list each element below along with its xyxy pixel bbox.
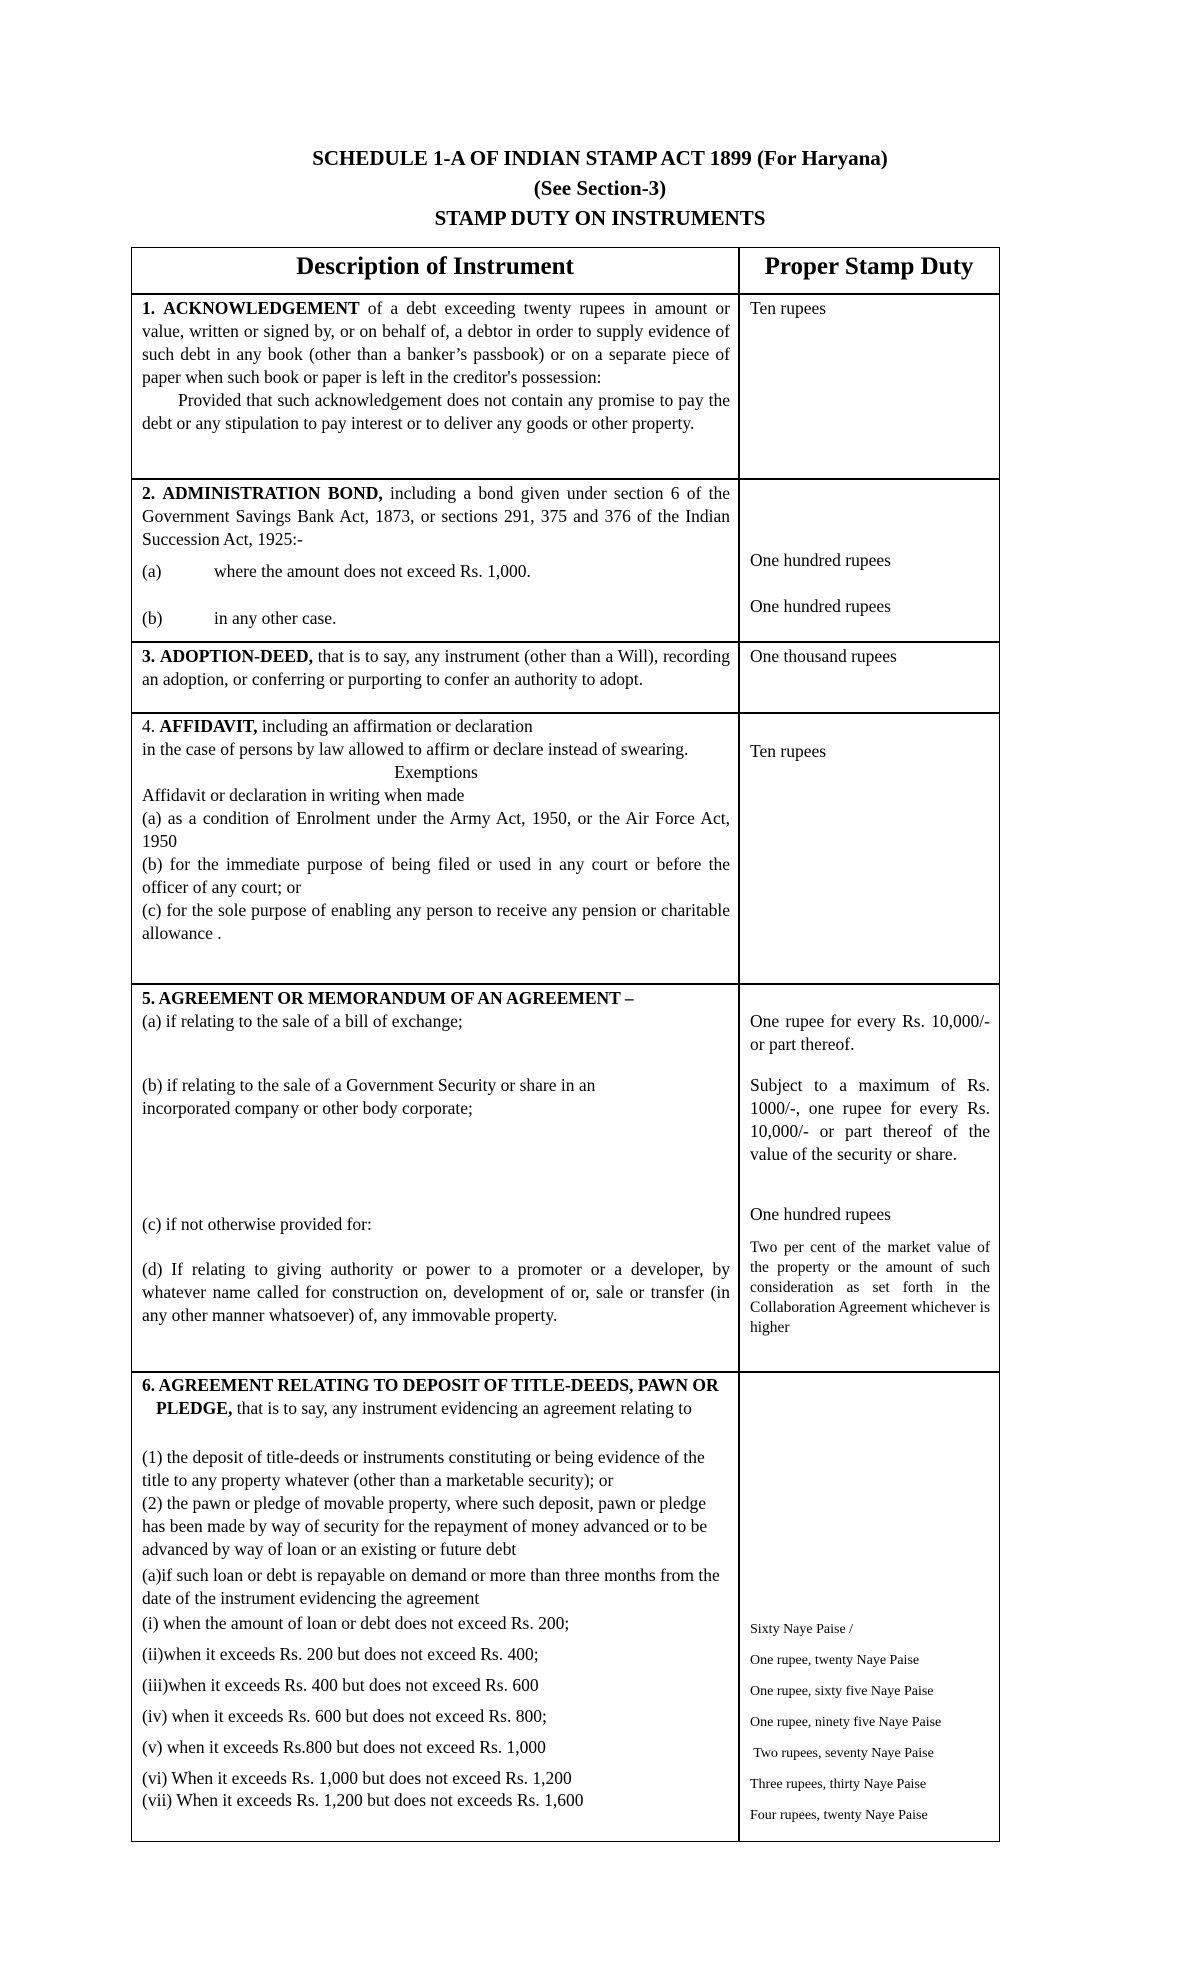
entry-text: of a debt exceeding twenty rupees in amount or value, written or signed by, or on behalf of, a debtor in order to supply evidence of such debt in any book (other than a banker’s passbook) or on a separate piece of paper when such book or paper is left in the creditor's possession:: [142, 298, 730, 387]
deposit-clause-1: (1) the deposit of title-deeds or instruments constituting or being evidence of the title to any property whatever (other than a marketable security); or: [142, 1447, 705, 1490]
duty-clause-a: One hundred rupees: [750, 550, 891, 570]
row-adoption-deed: [142, 645, 730, 691]
clause-a: [142, 560, 730, 583]
entry-heading: ADOPTION-DEED,: [159, 646, 313, 666]
row-divider: [132, 293, 999, 295]
agreement-clause-b: (b) if relating to the sale of a Government Security or share in an incorporated company or other body corporate;: [142, 1075, 596, 1118]
exemption-a: (a) as a condition of Enrolment under the Army Act, 1950, or the Air Force Act, 1950: [142, 808, 730, 851]
row-divider: [132, 1371, 999, 1373]
exemption-b: (b) for the immediate purpose of being filed or used in any court or before the officer of any court; or: [142, 854, 730, 897]
entry-heading: ADMINISTRATION BOND,: [162, 483, 383, 503]
table-heading: STAMP DUTY ON INSTRUMENTS: [434, 206, 766, 230]
entry-text: that is to say, any instrument evidencing an agreement relating to: [232, 1398, 692, 1418]
duty-adoption-deed: One thousand rupees: [750, 646, 897, 666]
duty-agreement-c: One hundred rupees: [750, 1204, 891, 1224]
row-divider: [132, 478, 999, 480]
agreement-clause-a: (a) if relating to the sale of a bill of exchange;: [142, 1011, 463, 1031]
row-divider: [132, 712, 999, 714]
deposit-duty: One rupee, sixty five Naye Paise: [750, 1684, 934, 1699]
duty-agreement-d: Two per cent of the market value of the property or the amount of such consideration as set forth in the Collaboration Agreement whichever is higher: [750, 1239, 990, 1336]
entry-proviso: Provided that such acknowledgement does not contain any promise to pay the debt or any stipulation to pay interest or to deliver any goods or other property.: [142, 390, 730, 433]
exemptions-intro: Affidavit or declaration in writing when made: [142, 785, 465, 805]
clause-b: [142, 607, 730, 630]
row-agreement: [142, 987, 730, 1033]
header-description: Description of Instrument: [296, 253, 574, 280]
entry-heading: 6. AGREEMENT RELATING TO DEPOSIT OF TITLE-DEEDS, PAWN OR PLEDGE,: [142, 1375, 719, 1418]
entry-number: 4.: [142, 716, 156, 736]
duty-acknowledgement: Ten rupees: [750, 298, 827, 318]
row-affidavit: [142, 715, 730, 945]
row-administration-bond: [142, 482, 730, 551]
row-deposit-title-deeds: [142, 1374, 730, 1420]
duty-agreement-a: One rupee for every Rs. 10,000/- or part thereof.: [750, 1011, 990, 1054]
entry-heading: AFFIDAVIT,: [159, 716, 258, 736]
agreement-clause-d: (d) If relating to giving authority or power to a promoter or a developer, by whatever name called for construction on, development of or, sale or transfer (in any other manner whatsoever) of, any immovable property.: [142, 1259, 730, 1325]
entry-heading: 5. AGREEMENT OR MEMORANDUM OF AN AGREEMENT –: [142, 988, 634, 1008]
entry-text-cont: in the case of persons by law allowed to affirm or declare instead of swearing.: [142, 739, 689, 759]
exemptions-heading: Exemptions: [394, 762, 478, 782]
duty-agreement-b: Subject to a maximum of Rs. 1000/-, one rupee for every Rs. 10,000/- or part thereof of the value of the security or share.: [750, 1075, 990, 1164]
entry-text: that is to say, any instrument (other than a Will), recording an adoption, or conferring or purporting to confer an authority to adopt.: [142, 646, 730, 689]
deposit-duty: Three rupees, thirty Naye Paise: [750, 1777, 927, 1792]
clause-text: in any other case.: [214, 608, 337, 628]
duty-clause-b: One hundred rupees: [750, 596, 891, 616]
entry-heading: ACKNOWLEDGEMENT: [163, 298, 360, 318]
stamp-duty-table: [131, 247, 1000, 1842]
deposit-item: (ii)when it exceeds Rs. 200 but does not exceed Rs. 400;: [142, 1644, 539, 1664]
deposit-duty: One rupee, ninety five Naye Paise: [750, 1715, 942, 1730]
clause-label: (b): [142, 608, 163, 628]
entry-text: including an affirmation or declaration: [257, 716, 533, 736]
document-title-block: [0, 143, 1200, 233]
section-reference: (See Section-3): [533, 176, 667, 200]
deposit-item: (i) when the amount of loan or debt does not exceed Rs. 200;: [142, 1613, 570, 1633]
schedule-title: SCHEDULE 1-A OF INDIAN STAMP ACT 1899 (For Haryana): [312, 146, 888, 170]
deposit-item: (iii)when it exceeds Rs. 400 but does not exceed Rs. 600: [142, 1675, 539, 1695]
agreement-clause-c: (c) if not otherwise provided for:: [142, 1214, 372, 1234]
deposit-item: (vii) When it exceeds Rs. 1,200 but does not exceeds Rs. 1,600: [142, 1790, 584, 1810]
entry-text: including a bond given under section 6 of the Government Savings Bank Act, 1873, or sections 291, 375 and 376 of the Indian Succession Act, 1925:-: [142, 483, 731, 549]
row-acknowledgement: [142, 297, 730, 435]
deposit-clause-a: (a)if such loan or debt is repayable on demand or more than three months from the date of the instrument evidencing the agreement: [142, 1565, 720, 1608]
deposit-duty: Two rupees, seventy Naye Paise: [750, 1746, 934, 1761]
header-stamp-duty: Proper Stamp Duty: [764, 253, 974, 280]
duty-affidavit: Ten rupees: [750, 741, 827, 761]
row-divider: [132, 983, 999, 985]
row-divider: [132, 641, 999, 643]
deposit-paragraphs: [142, 1446, 730, 1561]
deposit-clause-2: (2) the pawn or pledge of movable property, where such deposit, pawn or pledge has been made by way of security for the repayment of money advanced or to be advanced by way of loan or an existing or future debt: [142, 1493, 708, 1559]
entry-number: 1.: [142, 298, 156, 318]
clause-text: where the amount does not exceed Rs. 1,000.: [214, 561, 531, 581]
entry-number: 2.: [142, 483, 156, 503]
deposit-duty: Four rupees, twenty Naye Paise: [750, 1808, 928, 1823]
deposit-item: (v) when it exceeds Rs.800 but does not exceed Rs. 1,000: [142, 1737, 546, 1757]
deposit-item: (vi) When it exceeds Rs. 1,000 but does not exceed Rs. 1,200: [142, 1768, 572, 1788]
column-divider: [738, 248, 740, 1841]
entry-number: 3.: [142, 646, 156, 666]
deposit-item: (iv) when it exceeds Rs. 600 but does not exceed Rs. 800;: [142, 1706, 547, 1726]
clause-label: (a): [142, 561, 162, 581]
deposit-duty: Sixty Naye Paise /: [750, 1622, 854, 1637]
deposit-duty: One rupee, twenty Naye Paise: [750, 1653, 920, 1668]
exemption-c: (c) for the sole purpose of enabling any person to receive any pension or charitable allowance .: [142, 900, 730, 943]
